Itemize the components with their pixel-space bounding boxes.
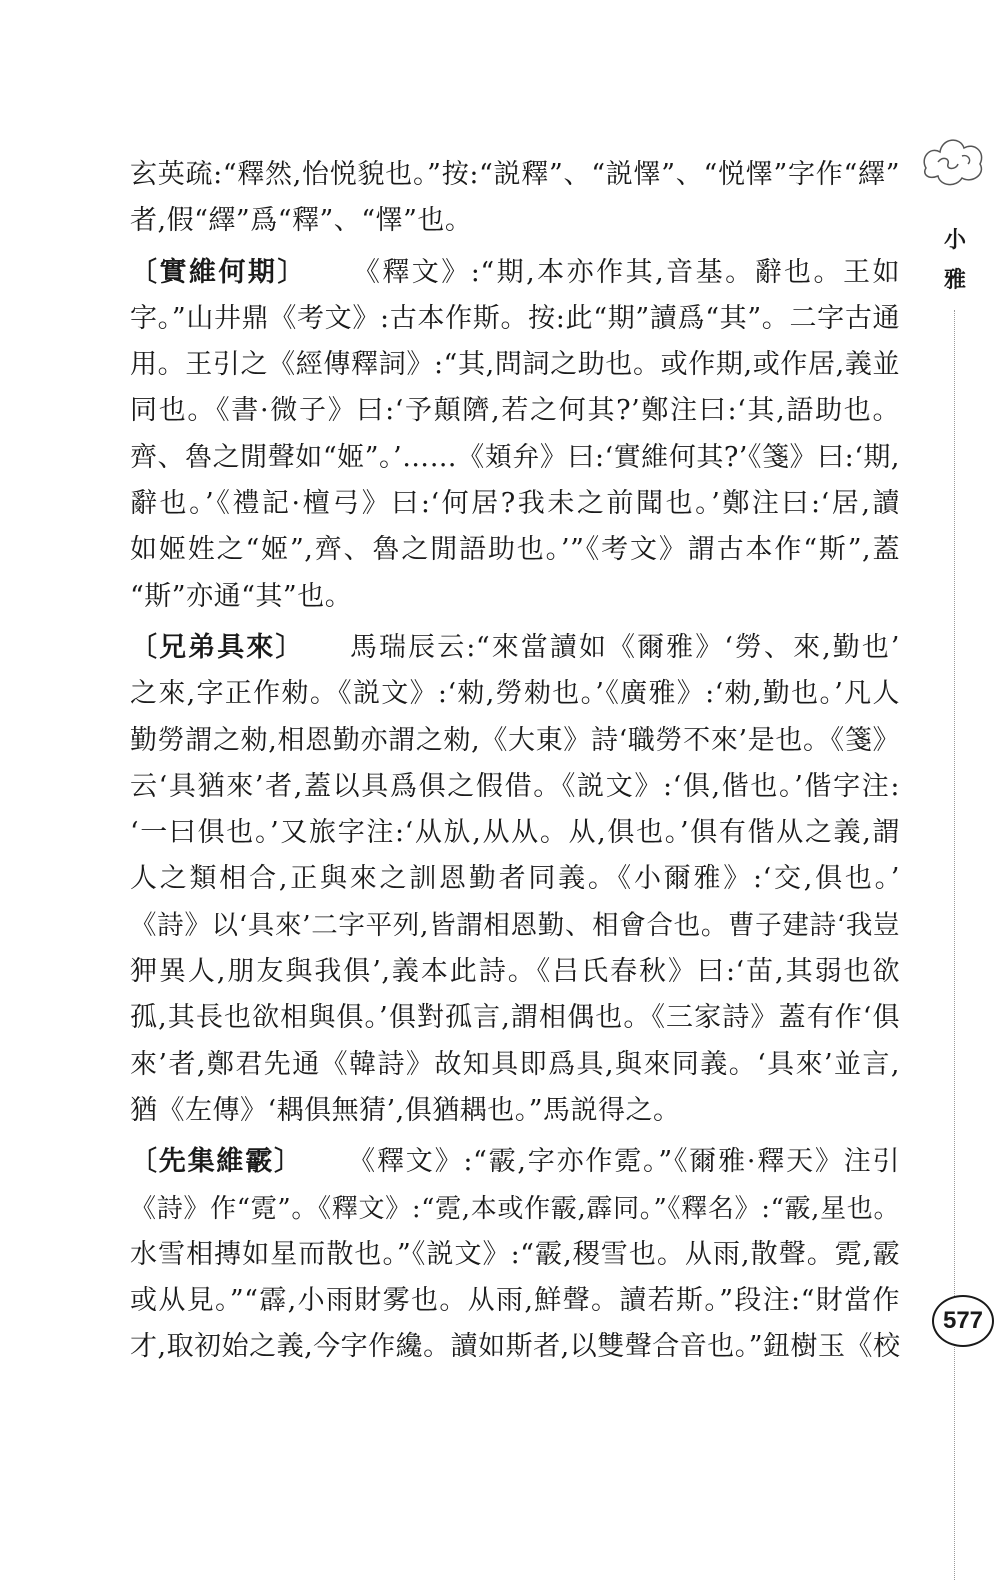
text-line: 之來,字正作勑。《説文》:‘勑,勞勑也。’《廣雅》:‘勑,勤也。’凡人 (130, 678, 900, 710)
decorative-cloud-ornament (918, 128, 988, 190)
text-line: 狎異人,朋友與我俱’,義本此詩。《吕氏春秋》曰:‘苗,其弱也欲 (130, 956, 900, 988)
text-line: 玄英疏:“釋然,怡悦貌也。”按:“説釋”、“説懌”、“悦懌”字作“繹” (130, 159, 900, 190)
text-line: 同也。《書·微子》曰:‘予顛隮,若之何其?’鄭注曰:‘其,語助也。 (130, 395, 900, 427)
text-line: ‘一曰俱也。’又旅字注:‘从㫃,从从。从,俱也。’俱有偕从之義,謂 (130, 817, 900, 849)
side-divider-rule (954, 310, 955, 1580)
entry-line (130, 625, 900, 671)
entry-line (130, 1139, 900, 1185)
text-line: 如姬姓之“姬”,齊、魯之閒語助也。’”《考文》謂古本作“斯”,蓋 (130, 534, 900, 566)
text-line: 孤,其長也欲相與俱。’俱對孤言,謂相偶也。《三家詩》蓋有作‘俱 (130, 1002, 900, 1034)
text-line: 來’者,鄭君先通《韓詩》故知具即爲具,與來同義。‘具來’並言, (130, 1048, 900, 1080)
main-text (130, 152, 900, 1371)
entry-text: 馬瑞辰云:“來當讀如《爾雅》‘勞、來,勤也’ (348, 631, 901, 663)
entry-text: 《釋文》:“期,本亦作其,音基。辭也。王如 (350, 256, 900, 288)
entry-text: 《釋文》:“霰,字亦作霓。”《爾雅·釋天》注引 (346, 1146, 901, 1178)
text-line: “斯”亦通“其”也。 (130, 580, 353, 612)
entry-heading: 〔先集維霰〕 (130, 1146, 303, 1178)
text-line: 用。王引之《經傳釋詞》:“其,問詞之助也。或作期,或作居,義並 (130, 349, 900, 381)
text-line: 勤勞謂之勑,相恩勤亦謂之勑,《大東》詩‘職勞不來’是也。《箋》 (130, 724, 900, 756)
page-number-badge: 577 (932, 1295, 994, 1347)
running-header-char-1: 小 (943, 227, 966, 253)
text-line: 者,假“繹”爲“釋”、“懌”也。 (130, 205, 473, 237)
text-line: 云‘具猶來’者,蓋以具爲俱之假借。《説文》:‘俱,偕也。’偕字注: (130, 770, 900, 802)
entry-heading: 〔實維何期〕 (130, 256, 307, 288)
text-line: 字。”山井鼎《考文》:古本作斯。按:此“期”讀爲“其”。二字古通 (130, 302, 900, 334)
running-header-section-title (940, 220, 970, 300)
text-line: 猶《左傳》‘耦俱無猜’,俱猶耦也。”馬説得之。 (130, 1094, 681, 1126)
text-line: 《詩》作“霓”。《釋文》:“霓,本或作霰,霹同。”《釋名》:“霰,星也。 (130, 1193, 900, 1224)
running-header-char-2: 雅 (943, 267, 966, 293)
text-line: 水雪相摶如星而散也。”《説文》:“霰,稷雪也。从雨,散聲。霓,霰 (130, 1238, 900, 1270)
text-line: 人之類相合,正與來之訓恩勤者同義。《小爾雅》:‘交,俱也。’ (130, 863, 900, 895)
entry-line (130, 250, 900, 296)
text-line: 齊、魯之閒聲如“姬”。’……《頍弁》曰:‘實維何其?’《箋》曰:‘期, (130, 441, 900, 473)
entry-heading: 〔兄弟具來〕 (130, 631, 305, 663)
text-line: 才,取初始之義,今字作纔。讀如斯者,以雙聲合音也。”鈕樹玉《校 (130, 1331, 901, 1363)
text-line: 《詩》以‘具來’二字平列,皆謂相恩勤、相會合也。曹子建詩‘我豈 (130, 909, 900, 941)
text-line: 或从見。”“霹,小雨財雾也。从雨,鮮聲。讀若斯。”段注:“財當作 (130, 1285, 900, 1317)
text-line: 辭也。’《禮記·檀弓》曰:‘何居?我未之前聞也。’鄭注曰:‘居,讀 (130, 488, 900, 520)
